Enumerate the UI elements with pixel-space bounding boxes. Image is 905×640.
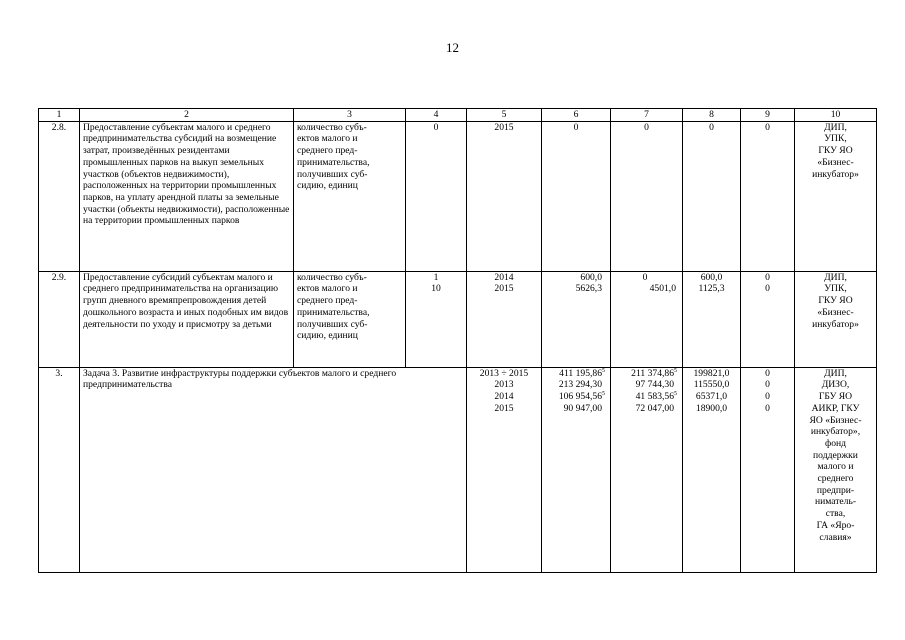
amount-cell: 199821,0 115550,0 65371,0 18900,0 (683, 367, 741, 572)
row-number: 3. (39, 367, 80, 572)
row-description: Предоставление субсидий субъектам малого и среднего предпринимательства на организацию групп дневного времяпрепровождения детей дошкольного возраста и иных подобных им видов деятельности по уходу и присмотру за детьми (80, 271, 294, 367)
amount-cell: 0 (542, 121, 611, 271)
column-header: 10 (795, 109, 877, 122)
year-cell: 2013 ÷ 2015 2013 2014 2015 (467, 367, 542, 572)
indicator-value: 1 10 (406, 271, 467, 367)
amount-cell: 0 (611, 121, 683, 271)
amount-cell: 0 4501,0 (611, 271, 683, 367)
amount-cell: 411 195,86$^5$ 213 294,30 106 954,56$^5$ 90 947,00 (542, 367, 611, 572)
column-header: 9 (741, 109, 795, 122)
amount-cell: 0 (741, 121, 795, 271)
indicator-value: 0 (406, 121, 467, 271)
executors-cell: ДИП, УПК, ГКУ ЯО «Бизнес- инкубатор» (795, 271, 877, 367)
column-header: 2 (80, 109, 294, 122)
row-description: Предоставление субъектам малого и среднего предпринимательства субсидий на возмещение затрат, произведённых резидентами промышленных парков на выкуп земельных участков (объектов недвижимости), расположенных на территории промышленных парков, на уплату арендной платы за земельные участки (объекты недвижимости), расположенные на территории промышленных парков (80, 121, 294, 271)
header-row (39, 109, 877, 122)
executors-cell: ДИП, ДИЗО, ГБУ ЯО АИКР, ГКУ ЯО «Бизнес- инкубатор», фонд поддержки малого и среднего предпри- ниматель- ства, ГА «Яро- славия» (795, 367, 877, 572)
amount-cell: 0 0 0 0 (741, 367, 795, 572)
table-row (39, 121, 877, 271)
row-indicator: количество субъ- ектов малого и среднего пред- принимательства, получивших суб- сидию, единиц (294, 271, 406, 367)
row-number: 2.8. (39, 121, 80, 271)
amount-cell: 600,0 5626,3 (542, 271, 611, 367)
column-header: 5 (467, 109, 542, 122)
executors-cell: ДИП, УПК, ГКУ ЯО «Бизнес- инкубатор» (795, 121, 877, 271)
amount-cell: 600,0 1125,3 (683, 271, 741, 367)
page-number: 12 (446, 40, 459, 55)
year-cell: 2015 (467, 121, 542, 271)
column-header: 3 (294, 109, 406, 122)
task-description: Задача 3. Развитие инфраструктуры поддержки субъектов малого и среднего предпринимательства (80, 367, 467, 572)
amount-cell: 211 374,86$^5$ 97 744,30 41 583,56$^5$ 72 047,00 (611, 367, 683, 572)
column-header: 8 (683, 109, 741, 122)
year-cell: 2014 2015 (467, 271, 542, 367)
column-header: 7 (611, 109, 683, 122)
column-header: 4 (406, 109, 467, 122)
table-row (39, 367, 877, 572)
row-number: 2.9. (39, 271, 80, 367)
column-header: 6 (542, 109, 611, 122)
row-indicator: количество субъ- ектов малого и среднего пред- принимательства, получивших суб- сидию, единиц (294, 121, 406, 271)
amount-cell: 0 0 (741, 271, 795, 367)
column-header: 1 (39, 109, 80, 122)
program-table (38, 108, 877, 573)
table-row (39, 271, 877, 367)
amount-cell: 0 (683, 121, 741, 271)
